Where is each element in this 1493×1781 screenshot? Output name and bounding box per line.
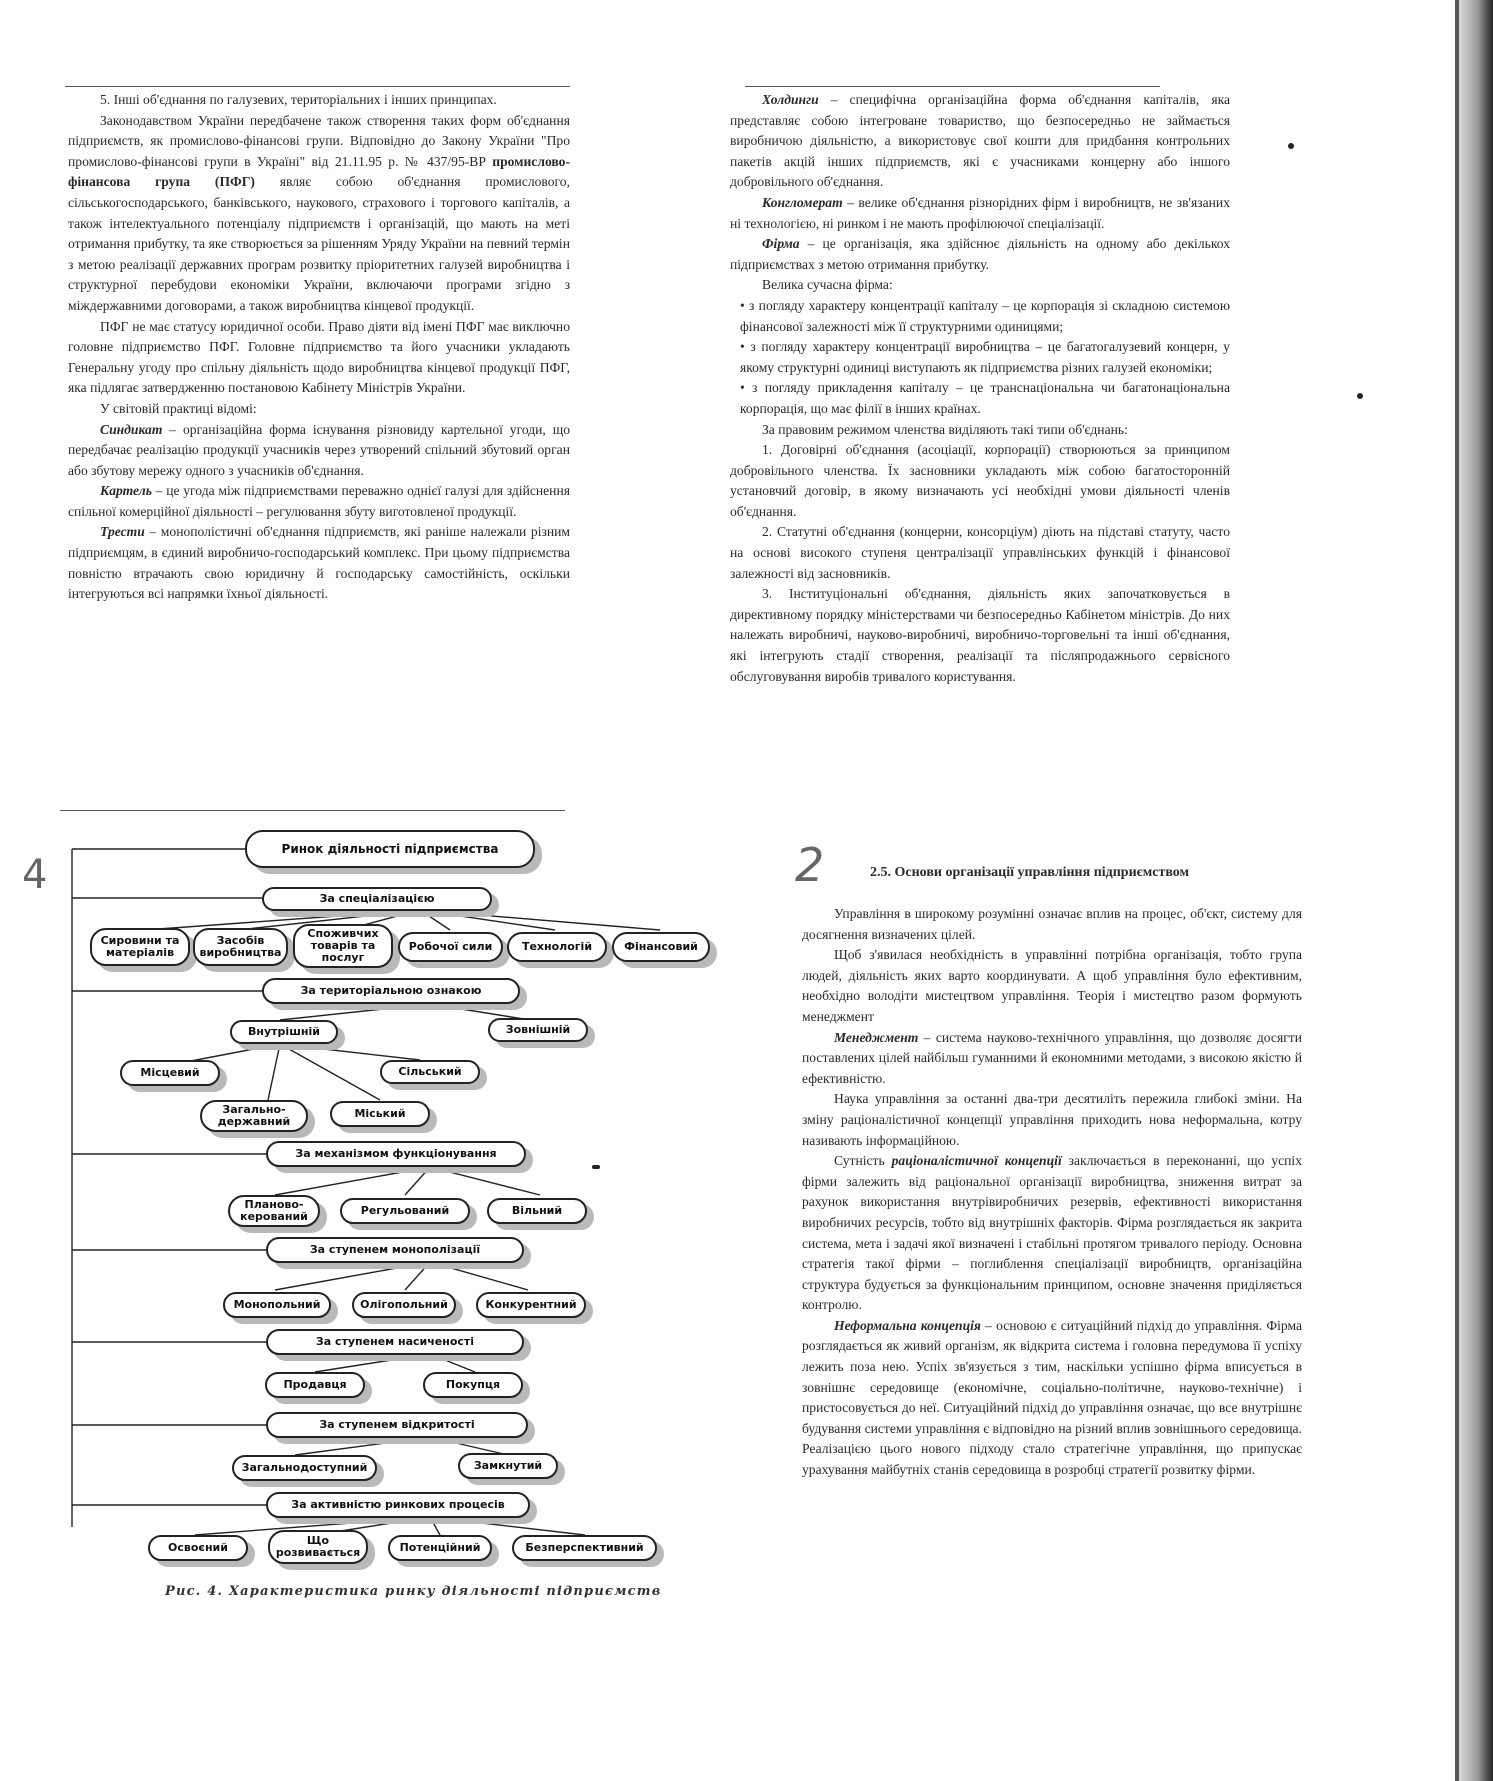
handwritten-mark-2: 2 bbox=[795, 838, 825, 892]
paragraph: 1. Договірні об'єднання (асоціації, корпорації) створюються за принципом добровільного членства. Їх засновники укладають між собою багатосторонній установчий договір, в якому визначають усі необхідні умови діяльності членів об'єднання. bbox=[730, 442, 1230, 519]
diagram-item-node: Споживчих товарів та послуг bbox=[293, 924, 393, 968]
paragraph: 5. Інші об'єднання по галузевих, територіальних і інших принципах. bbox=[100, 92, 497, 107]
paragraph: 2. Статутні об'єднання (концерни, консорціум) діють на підставі статуту, часто на основі високого ступеня централізації управлінських функцій і фінансової залежності від засновників. bbox=[730, 524, 1230, 581]
diagram-item-node: Технологій bbox=[507, 932, 607, 962]
paragraph: Картель – це угода між підприємствами переважно однієї галузі для здійснення спільної комерційної діяльності – регулювання збуту виготовленої продукції. bbox=[68, 483, 570, 519]
diagram-item-node: Загальнодоступний bbox=[232, 1455, 377, 1481]
diagram-item-node: Покупця bbox=[423, 1372, 523, 1398]
diagram-item-node: Планово-керований bbox=[228, 1195, 320, 1227]
diagram-item-node: Місцевий bbox=[120, 1060, 220, 1086]
diagram-category-monopoly: За ступенем монополізації bbox=[266, 1237, 524, 1263]
diagram-item-node: Безперспективний bbox=[512, 1535, 657, 1561]
diagram-item-node: Продавця bbox=[265, 1372, 365, 1398]
paragraph: Менеджмент – система науково-технічного управління, що дозволяє досягти поставлених цілей найбільш гуманними й економними методами, з високою якістю й ефективністю. bbox=[802, 1029, 1302, 1086]
diagram-category-activity: За активністю ринкових процесів bbox=[266, 1492, 530, 1518]
diagram-item-node: Замкнутий bbox=[458, 1453, 558, 1479]
diagram-category-mechanism: За механізмом функціонування bbox=[266, 1141, 526, 1167]
diagram-item-node: Освоєний bbox=[148, 1535, 248, 1561]
diagram-item-node: Фінансовий bbox=[612, 932, 710, 962]
diagram-item-node: Монопольний bbox=[223, 1292, 331, 1318]
paragraph: Фірма – це організація, яка здійснює діяльність на одному або декількох підприємствах з метою отримання прибутку. bbox=[730, 236, 1230, 272]
diagram-item-node: Засобів виробництва bbox=[193, 928, 288, 966]
diagram-item-node: Зовнішній bbox=[488, 1018, 588, 1042]
paragraph: Конгломерат – велике об'єднання різнорідних фірм і виробництв, не зв'язаних ні технологією, ні ринком і не мають профілюючої спеціалізації. bbox=[730, 194, 1230, 231]
paragraph: Сутність раціоналістичної концепції заключається в переконанні, що успіх фірми залежить від раціональної організації виробництва, зниження витрат за рахунок використання внутрівиробничих резервів, ефективності використання виробничих ресурсів, тобто від внутрішніх факторів. Фірма розглядається як закрита система, мета і задачі якої визначені і стабільні протягом тривалого періоду. Основна стратегія такої фірми – поглиблення спеціалізації виробництв, організаційна структура будується за функціональним принципом, основне значення приділяється контролю. bbox=[802, 1153, 1302, 1313]
diagram-item-node: Сільський bbox=[380, 1060, 480, 1084]
diagram-item-node: Внутрішній bbox=[230, 1020, 338, 1044]
section-title: 2.5. Основи організації управління підприємством bbox=[870, 865, 1190, 880]
term-trest: Трести bbox=[100, 524, 145, 540]
diagram-item-node: Конкурентний bbox=[476, 1292, 586, 1318]
paragraph: Щоб з'явилася необхідність в управлінні потрібна організація, тобто група людей, діяльність яких варто координувати. А щоб управління було ефективним, необхідно володіти мистецтвом управління. Теорія і мистецтво разом формують менеджмент bbox=[802, 947, 1302, 1024]
scan-speck bbox=[1357, 393, 1363, 399]
paragraph: Неформальна концепція – основою є ситуаційний підхід до управління. Фірма розглядається як живий організм, як відкрита система і головна передумова її успіху лежить поза нею. Успіх зв'язується з тим, наскільки успішно фірма вписується в зовнішнє середовище (економічне, соціально-політичне, науково-технічне) і пристосовується до неї. Ситуаційний підхід до управління означає, що все внутрішнє будування системи управління є відповідно на різний вплив зовнішнього середовища. Реалізацією цього нового підходу стало стратегічне управління, що припускає урахування майбутніх станів середовища в розробці стратегії розвитку фірми. bbox=[802, 1317, 1302, 1478]
diagram-category-openness: За ступенем відкритості bbox=[266, 1412, 528, 1438]
bullet-item: • з погляду характеру концентрації виробництва – це багатогалузевий концерн, у якому структурні одиниці виступають як підприємства різних галузей економіки; bbox=[740, 339, 1230, 375]
paragraph: Законодавством України передбачене також створення таких форм об'єднання підприємств, як промислово-фінансові групи. Відповідно до Закону України "Про промислово-фінансові групи в Україні" від 21.11.95 р. № 437/95-ВР промислово-фінансова група (ПФГ) являє собою об'єднання промислового, сільськогосподарського, банківського, наукового, страхового і торгового капіталів, а також інтелектуального потенціалу підприємств і організацій, що мають на меті отримання прибутку, та яке створюється за рішенням Уряду України на певний термін з метою реалізації державних програм розвитку пріоритетних галузей виробництва і структурної перебудови економіки України, включаючи програми згідно з міждержавними договорами, а також виробництва кінцевої продукції. bbox=[68, 112, 570, 313]
diagram-category-saturation: За ступенем насиченості bbox=[266, 1329, 524, 1355]
diagram-item-node: Вільний bbox=[487, 1198, 587, 1224]
term-kartel: Картель bbox=[100, 483, 152, 499]
diagram-item-node: Сировини та матеріалів bbox=[90, 928, 190, 966]
diagram-root-node: Ринок діяльності підприємства bbox=[245, 830, 535, 868]
paragraph: Трести – монополістичні об'єднання підприємств, які раніше належали різним підприємцям, в єдиний виробничо-господарський комплекс. При цьому підприємства повністю втрачають свою юридичну й господарську самостійність, оскільки інтегруються всі напрямки їхньої діяльності. bbox=[68, 524, 570, 602]
diagram-item-node: Олігопольний bbox=[352, 1292, 456, 1318]
scan-speck bbox=[1288, 143, 1294, 149]
bullet-item: • з погляду характеру концентрації капіталу – це корпорація зі складною системою фінансової залежності між її структурними одиницями; bbox=[740, 297, 1230, 334]
scan-speck bbox=[592, 1165, 600, 1169]
paragraph: Наука управління за останні два-три десятиліть пережила глибокі зміни. На зміну раціоналістичної концепції управління приходить нова неформальна, котру називають інформаційною. bbox=[802, 1091, 1302, 1148]
paragraph: ПФГ не має статусу юридичної особи. Право діяти від імені ПФГ має виключно головне підприємство ПФГ. Головне підприємство та його учасники укладають Генеральну угоду про спільну діяльність щодо виробництва кінцевої продукції ПФГ, яка підлягає затвердженню постановою Кабінету Міністрів України. bbox=[68, 318, 570, 396]
figure-caption: Рис. 4. Характеристика ринку діяльності підприємств bbox=[165, 1584, 662, 1599]
term-sindikat: Синдикат bbox=[100, 421, 163, 437]
handwritten-mark-4: 4 bbox=[22, 852, 48, 898]
diagram-category-specialization: За спеціалізацією bbox=[262, 887, 492, 911]
paragraph: За правовим режимом членства виділяють такі типи об'єднань: bbox=[762, 421, 1128, 437]
paragraph: Синдикат – організаційна форма існування різновиду картельної угоди, що передбачає реалізацію продукції учасників через утворений спільний збутовий орган або збутову мережу одного з учасників об'єднання. bbox=[68, 421, 570, 478]
diagram-item-node: Робочої сили bbox=[398, 932, 503, 962]
paragraph: У світовій практиці відомі: bbox=[100, 400, 257, 416]
diagram-item-node: Міський bbox=[330, 1101, 430, 1127]
diagram-category-territorial: За територіальною ознакою bbox=[262, 978, 520, 1004]
diagram-item-node: Потенційний bbox=[388, 1535, 492, 1561]
paragraph: Холдинги – специфічна організаційна форма об'єднання капіталів, яка представляє собою інтегроване товариство, що безпосередньо не займається виробничою діяльністю, а використовує свої кошти для придбання контрольних пакетів акцій інших підприємств, які є учасниками концерну або іншого добровільного об'єднання. bbox=[730, 92, 1230, 190]
paragraph: 3. Інституціональні об'єднання, діяльність яких започатковується в директивному порядку міністерствами чи безпосередньо Кабінетом міністрів. До них належать виробничі, науково-виробничі, виробничо-торговельні та інші об'єднання, які інтегрують стадії створення, реалізації та післяпродажнього сервісного обслуговування виробів тривалого користування. bbox=[730, 586, 1230, 684]
diagram-item-node: Що розвивається bbox=[268, 1530, 368, 1564]
diagram-item-node: Регульований bbox=[340, 1198, 470, 1224]
diagram-item-node: Загально-державний bbox=[200, 1100, 308, 1132]
bullet-item: • з погляду прикладення капіталу – це транснаціональна чи багатонаціональна корпорація, що має філії в інших країнах. bbox=[740, 380, 1230, 416]
paragraph: Велика сучасна фірма: bbox=[762, 277, 893, 293]
paragraph: Управління в широкому розумінні означає вплив на процес, об'єкт, систему для досягнення визначених цілей. bbox=[802, 906, 1302, 942]
